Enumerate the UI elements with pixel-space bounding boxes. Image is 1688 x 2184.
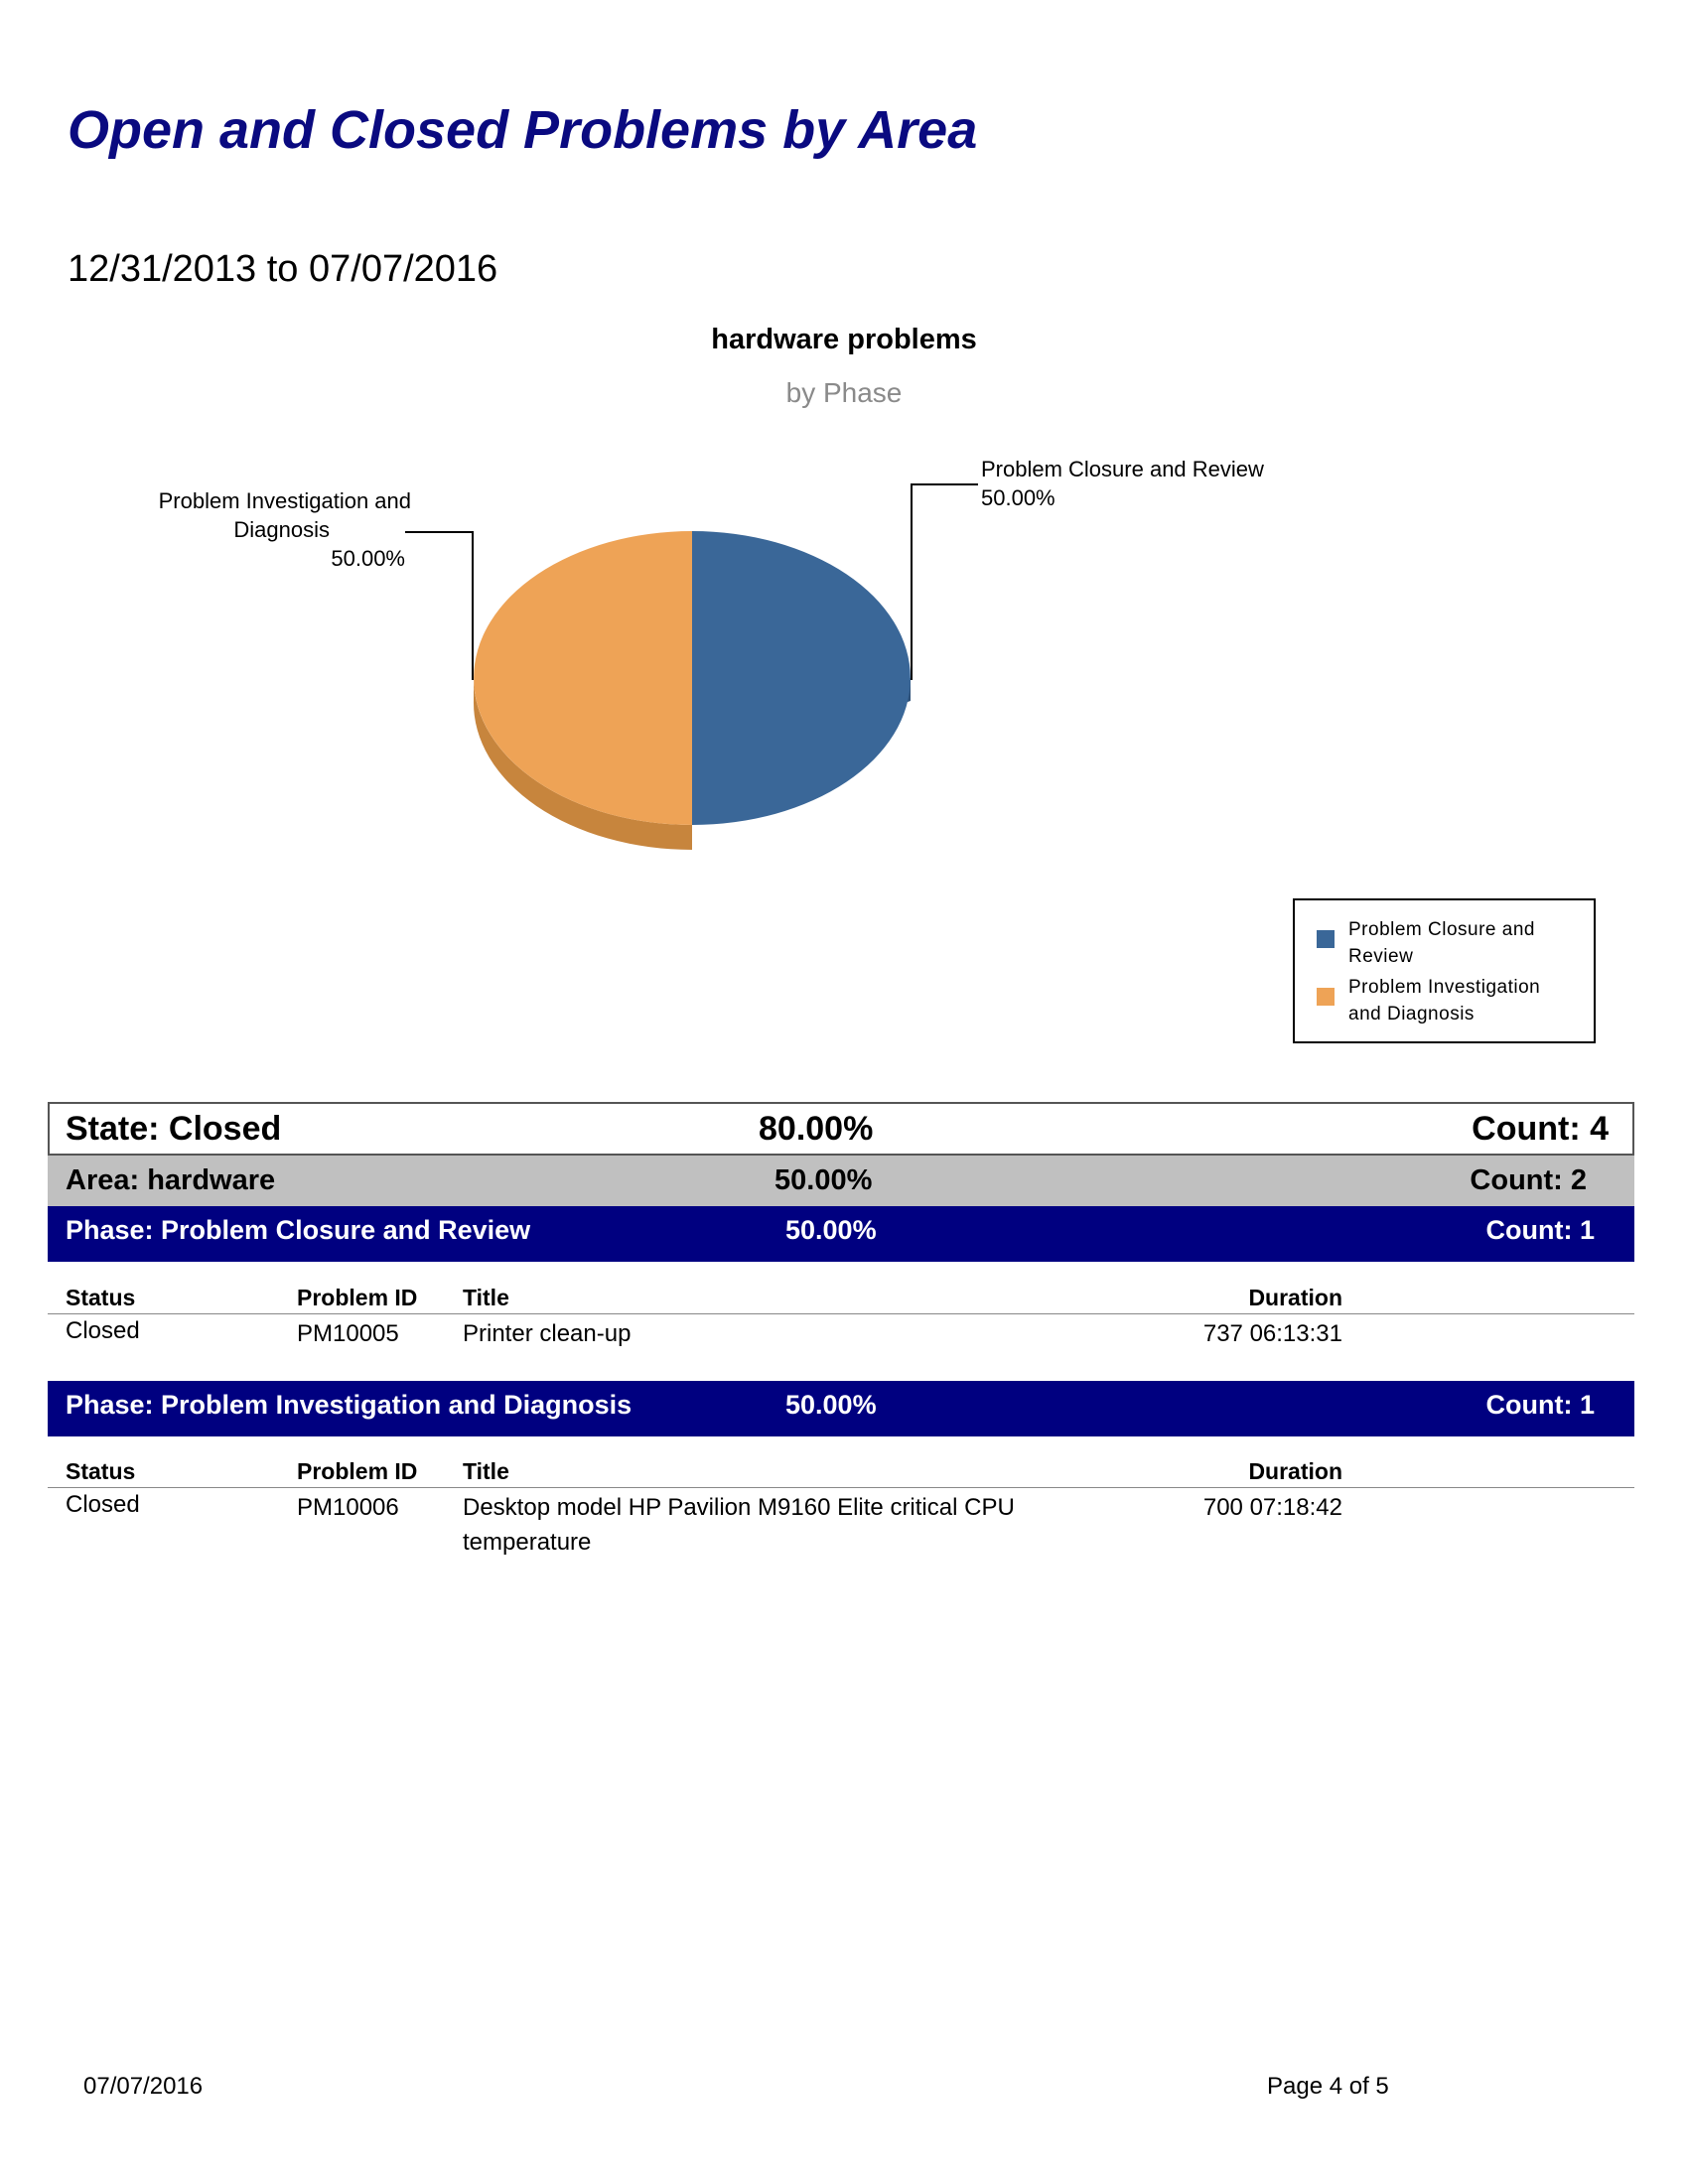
footer-date: 07/07/2016 (83, 2073, 204, 2100)
cell-problem-id: PM10006 (297, 1494, 399, 1521)
chart-title: hardware problems (711, 324, 977, 355)
area-percent: 50.00% (774, 1164, 873, 1196)
legend-label-investigation: Problem Investigation (1348, 977, 1541, 998)
phase-header-closure (48, 1206, 1634, 1262)
column-header-status: Status (66, 1285, 136, 1310)
slice-pct-investigation: 50.00% (331, 546, 405, 571)
slice-label-investigation: Problem Investigation and (158, 488, 411, 513)
phase-percent: 50.00% (785, 1390, 877, 1420)
slice-pct-closure: 50.00% (981, 485, 1055, 510)
pie-slice-closure (692, 531, 911, 825)
report-title: Open and Closed Problems by Area (68, 100, 978, 160)
legend-swatch-investigation (1317, 988, 1335, 1006)
column-header-title: Title (463, 1285, 509, 1310)
pie-chart (0, 0, 1688, 874)
legend-label-closure-line2: Review (1348, 946, 1414, 967)
column-header-status: Status (66, 1458, 136, 1484)
slice-label-investigation-line2: Diagnosis (233, 517, 330, 542)
cell-status: Closed (66, 1491, 140, 1518)
cell-problem-id: PM10005 (297, 1320, 399, 1347)
column-header-problem-id: Problem ID (297, 1285, 418, 1310)
state-group-header (48, 1102, 1634, 1156)
phase-label: Phase: Problem Closure and Review (66, 1215, 531, 1245)
column-header-duration: Duration (1248, 1285, 1342, 1310)
cell-status: Closed (66, 1317, 140, 1344)
area-group-header (48, 1156, 1634, 1206)
cell-title: Printer clean-up (463, 1320, 632, 1347)
legend-item-investigation (1317, 974, 1582, 1027)
table-header-divider (48, 1313, 1634, 1314)
legend-item-closure (1317, 916, 1582, 970)
legend-label-investigation-line2: and Diagnosis (1348, 1004, 1475, 1024)
chart-legend (1293, 898, 1596, 1043)
cell-duration: 700 07:18:42 (1202, 1494, 1342, 1521)
phase-header-investigation (48, 1381, 1634, 1436)
column-header-problem-id: Problem ID (297, 1458, 418, 1484)
state-count: Count: 4 (1472, 1110, 1609, 1148)
phase-percent: 50.00% (785, 1215, 877, 1245)
cell-title-line2: temperature (463, 1529, 592, 1556)
table-header-divider (48, 1487, 1634, 1488)
column-header-duration: Duration (1248, 1458, 1342, 1484)
leader-line-investigation (405, 532, 473, 680)
cell-title: Desktop model HP Pavilion M9160 Elite critical CPU (463, 1494, 1015, 1521)
area-label: Area: hardware (66, 1164, 276, 1196)
slice-label-closure: Problem Closure and Review (981, 457, 1264, 481)
footer-page-number: Page 4 of 5 (1267, 2073, 1389, 2100)
pie-slice-investigation (474, 531, 692, 825)
leader-line-closure (912, 484, 978, 680)
area-count: Count: 2 (1470, 1164, 1587, 1196)
phase-count: Count: 1 (1485, 1215, 1595, 1245)
date-range: 12/31/2013 to 07/07/2016 (68, 248, 498, 290)
phase-count: Count: 1 (1485, 1390, 1595, 1420)
phase-label: Phase: Problem Investigation and Diagnosis (66, 1390, 633, 1420)
cell-duration: 737 06:13:31 (1202, 1320, 1342, 1347)
legend-label-closure: Problem Closure and (1348, 919, 1535, 940)
state-percent: 80.00% (759, 1110, 874, 1148)
chart-subtitle: by Phase (785, 377, 903, 408)
column-header-title: Title (463, 1458, 509, 1484)
legend-swatch-closure (1317, 930, 1335, 948)
state-label: State: Closed (66, 1110, 282, 1148)
